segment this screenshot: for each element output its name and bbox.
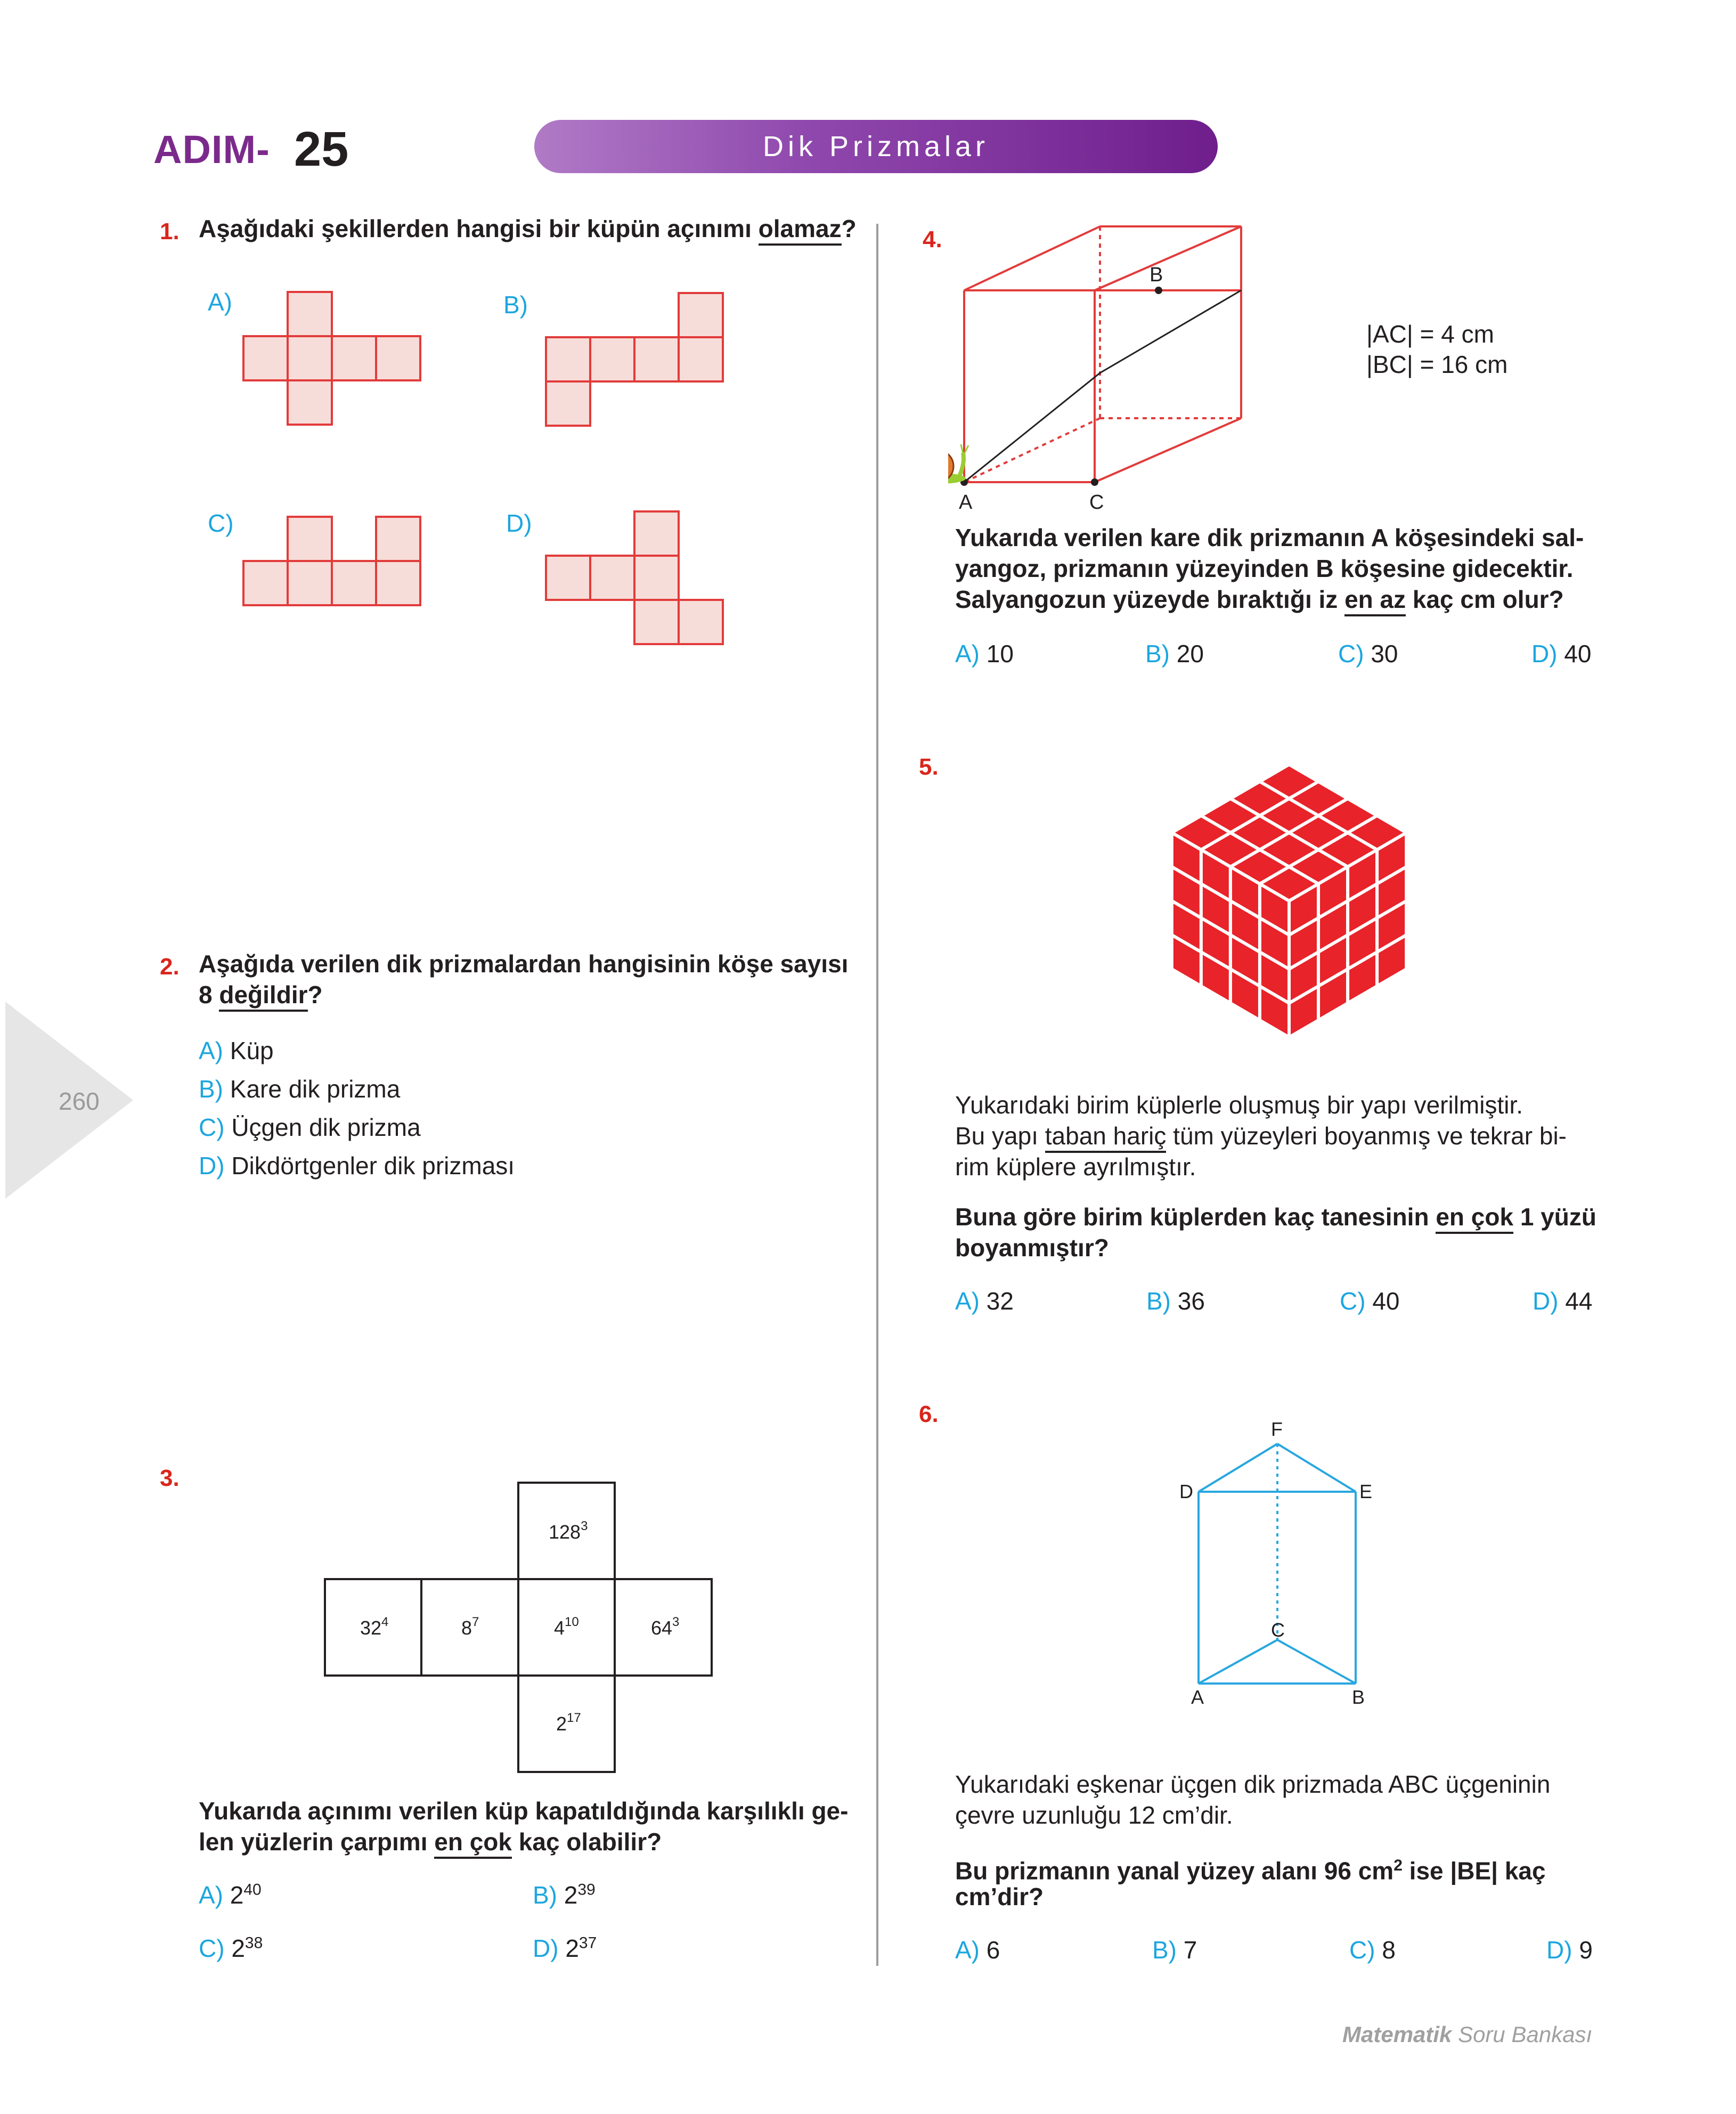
q4-given-bc: |BC| = 16 cm — [1366, 351, 1508, 378]
q5-option-b[interactable]: B) 36 — [1146, 1287, 1205, 1315]
vertex-d-label: D — [1179, 1481, 1193, 1502]
q6-option-d[interactable]: D) 9 — [1546, 1936, 1593, 1964]
net-a — [243, 292, 420, 425]
vertex-a-label-q6: A — [1191, 1686, 1204, 1708]
face-midleft-value: $8^7$ — [461, 1615, 479, 1639]
question-3-number: 3. — [160, 1465, 180, 1491]
page-number: 260 — [59, 1087, 100, 1115]
question-3-line1: Yukarıda açınımı verilen küp kapatıldığında karşılıklı ge- — [199, 1797, 849, 1825]
q5-unit-cube-structure — [1145, 754, 1433, 1084]
q3-option-d[interactable]: D) $2^{37}$ — [533, 1934, 597, 1962]
question-5-q-line1: Buna göre birim küplerden kaç tanesinin en çok 1 yüzü — [955, 1201, 1596, 1232]
question-5-number: 5. — [919, 754, 939, 780]
q6-option-b[interactable]: B) 7 — [1152, 1936, 1197, 1964]
q2-option-b[interactable]: B) Kare dik prizma — [199, 1075, 401, 1103]
q6-triangular-prism — [1172, 1412, 1406, 1721]
q4-option-d[interactable]: D) 40 — [1531, 640, 1592, 668]
q1-option-b-label[interactable]: B) — [503, 291, 528, 319]
question-4-number: 4. — [923, 226, 942, 253]
face-left-value: $32^4$ — [360, 1615, 389, 1639]
q6-option-a[interactable]: A) 6 — [955, 1936, 1000, 1964]
question-4-line3: Salyangozun yüzeyde bıraktığı iz en az kaç cm olur? — [955, 584, 1564, 615]
question-6-q-line2: cm’dir? — [955, 1883, 1044, 1910]
question-3-line2: len yüzlerin çarpımı en çok kaç olabilir? — [199, 1826, 662, 1857]
q5-option-a[interactable]: A) 32 — [955, 1287, 1014, 1315]
vertex-e-label: E — [1359, 1481, 1373, 1502]
question-2-line1: Aşağıda verilen dik prizmalardan hangisinin köşe sayısı — [199, 950, 849, 978]
q5-option-c[interactable]: C) 40 — [1340, 1287, 1400, 1315]
q1-nets — [0, 0, 874, 666]
step-label: ADIM- — [153, 127, 270, 172]
q3-option-a[interactable]: A) $2^{40}$ — [199, 1881, 262, 1909]
question-1-number: 1. — [160, 218, 180, 245]
q1-option-d-label[interactable]: D) — [506, 509, 532, 537]
q4-given-ac: |AC| = 4 cm — [1366, 320, 1494, 348]
net-c — [243, 517, 420, 605]
vertex-b-label: B — [1150, 264, 1163, 286]
question-4-line2: yangoz, prizmanın yüzeyinden B köşesine gidecektir. — [955, 555, 1574, 582]
question-5-line1: Yukarıdaki birim küplerle oluşmuş bir yapı verilmiştir. — [955, 1091, 1523, 1119]
q4-option-a[interactable]: A) 10 — [955, 640, 1014, 668]
question-6-q-line1: Bu prizmanın yanal yüzey alanı 96 $cm^2$ ise |BE| kaç — [955, 1857, 1546, 1885]
q4-prism-figure — [948, 213, 1246, 522]
snail-icon — [948, 444, 968, 484]
q2-option-d[interactable]: D) Dikdörtgenler dik prizması — [199, 1152, 515, 1180]
question-2-number: 2. — [160, 954, 180, 980]
q4-option-b[interactable]: B) 20 — [1145, 640, 1204, 668]
vertex-c-label-q6: C — [1271, 1619, 1285, 1641]
net-d — [546, 511, 723, 644]
net-b — [546, 293, 723, 426]
question-2-line2: 8 değildir? — [199, 979, 323, 1010]
step-number: 25 — [294, 122, 349, 176]
q2-option-c[interactable]: C) Üçgen dik prizma — [199, 1113, 421, 1141]
question-5-q-line2: boyanmıştır? — [955, 1234, 1109, 1262]
snail-path — [964, 290, 1241, 482]
vertex-f-label: F — [1271, 1418, 1283, 1440]
question-5-line2: Bu yapı taban hariç tüm yüzeyleri boyanmış ve tekrar bi- — [955, 1120, 1567, 1151]
footer-brand: Matematik Soru Bankası — [1342, 2022, 1593, 2047]
column-divider — [876, 224, 878, 1966]
question-6-line2: çevre uzunluğu 12 cm’dir. — [955, 1801, 1233, 1829]
face-bottom-value: $2^{17}$ — [556, 1711, 581, 1735]
topic-banner: Dik Prizmalar — [534, 120, 1218, 173]
q3-option-b[interactable]: B) $2^{39}$ — [533, 1881, 596, 1909]
q6-option-c[interactable]: C) 8 — [1349, 1936, 1396, 1964]
q2-option-a[interactable]: A) Küp — [199, 1037, 274, 1064]
q1-option-c-label[interactable]: C) — [208, 509, 234, 537]
q5-option-d[interactable]: D) 44 — [1533, 1287, 1593, 1315]
question-6-number: 6. — [919, 1401, 939, 1427]
face-top-value: $128^3$ — [549, 1519, 588, 1543]
question-4-line1: Yukarıda verilen kare dik prizmanın A köşesindeki sal- — [955, 524, 1584, 551]
vertex-c-label: C — [1089, 491, 1104, 514]
q1-option-a-label[interactable]: A) — [208, 288, 232, 316]
face-center-value: $4^{10}$ — [554, 1615, 579, 1639]
vertex-a-label: A — [959, 491, 973, 514]
question-1-text: Aşağıdaki şekillerden hangisi bir küpün açınımı olamaz? — [199, 213, 857, 244]
vertex-b-label-q6: B — [1352, 1686, 1365, 1708]
q3-cube-net — [0, 1465, 874, 1785]
q3-option-c[interactable]: C) $2^{38}$ — [199, 1934, 263, 1962]
q4-option-c[interactable]: C) 30 — [1338, 640, 1398, 668]
face-right-value: $64^3$ — [651, 1615, 680, 1639]
question-6-line1: Yukarıdaki eşkenar üçgen dik prizmada ABC üçgeninin — [955, 1770, 1551, 1798]
question-5-line3: rim küplere ayrılmıştır. — [955, 1153, 1196, 1181]
